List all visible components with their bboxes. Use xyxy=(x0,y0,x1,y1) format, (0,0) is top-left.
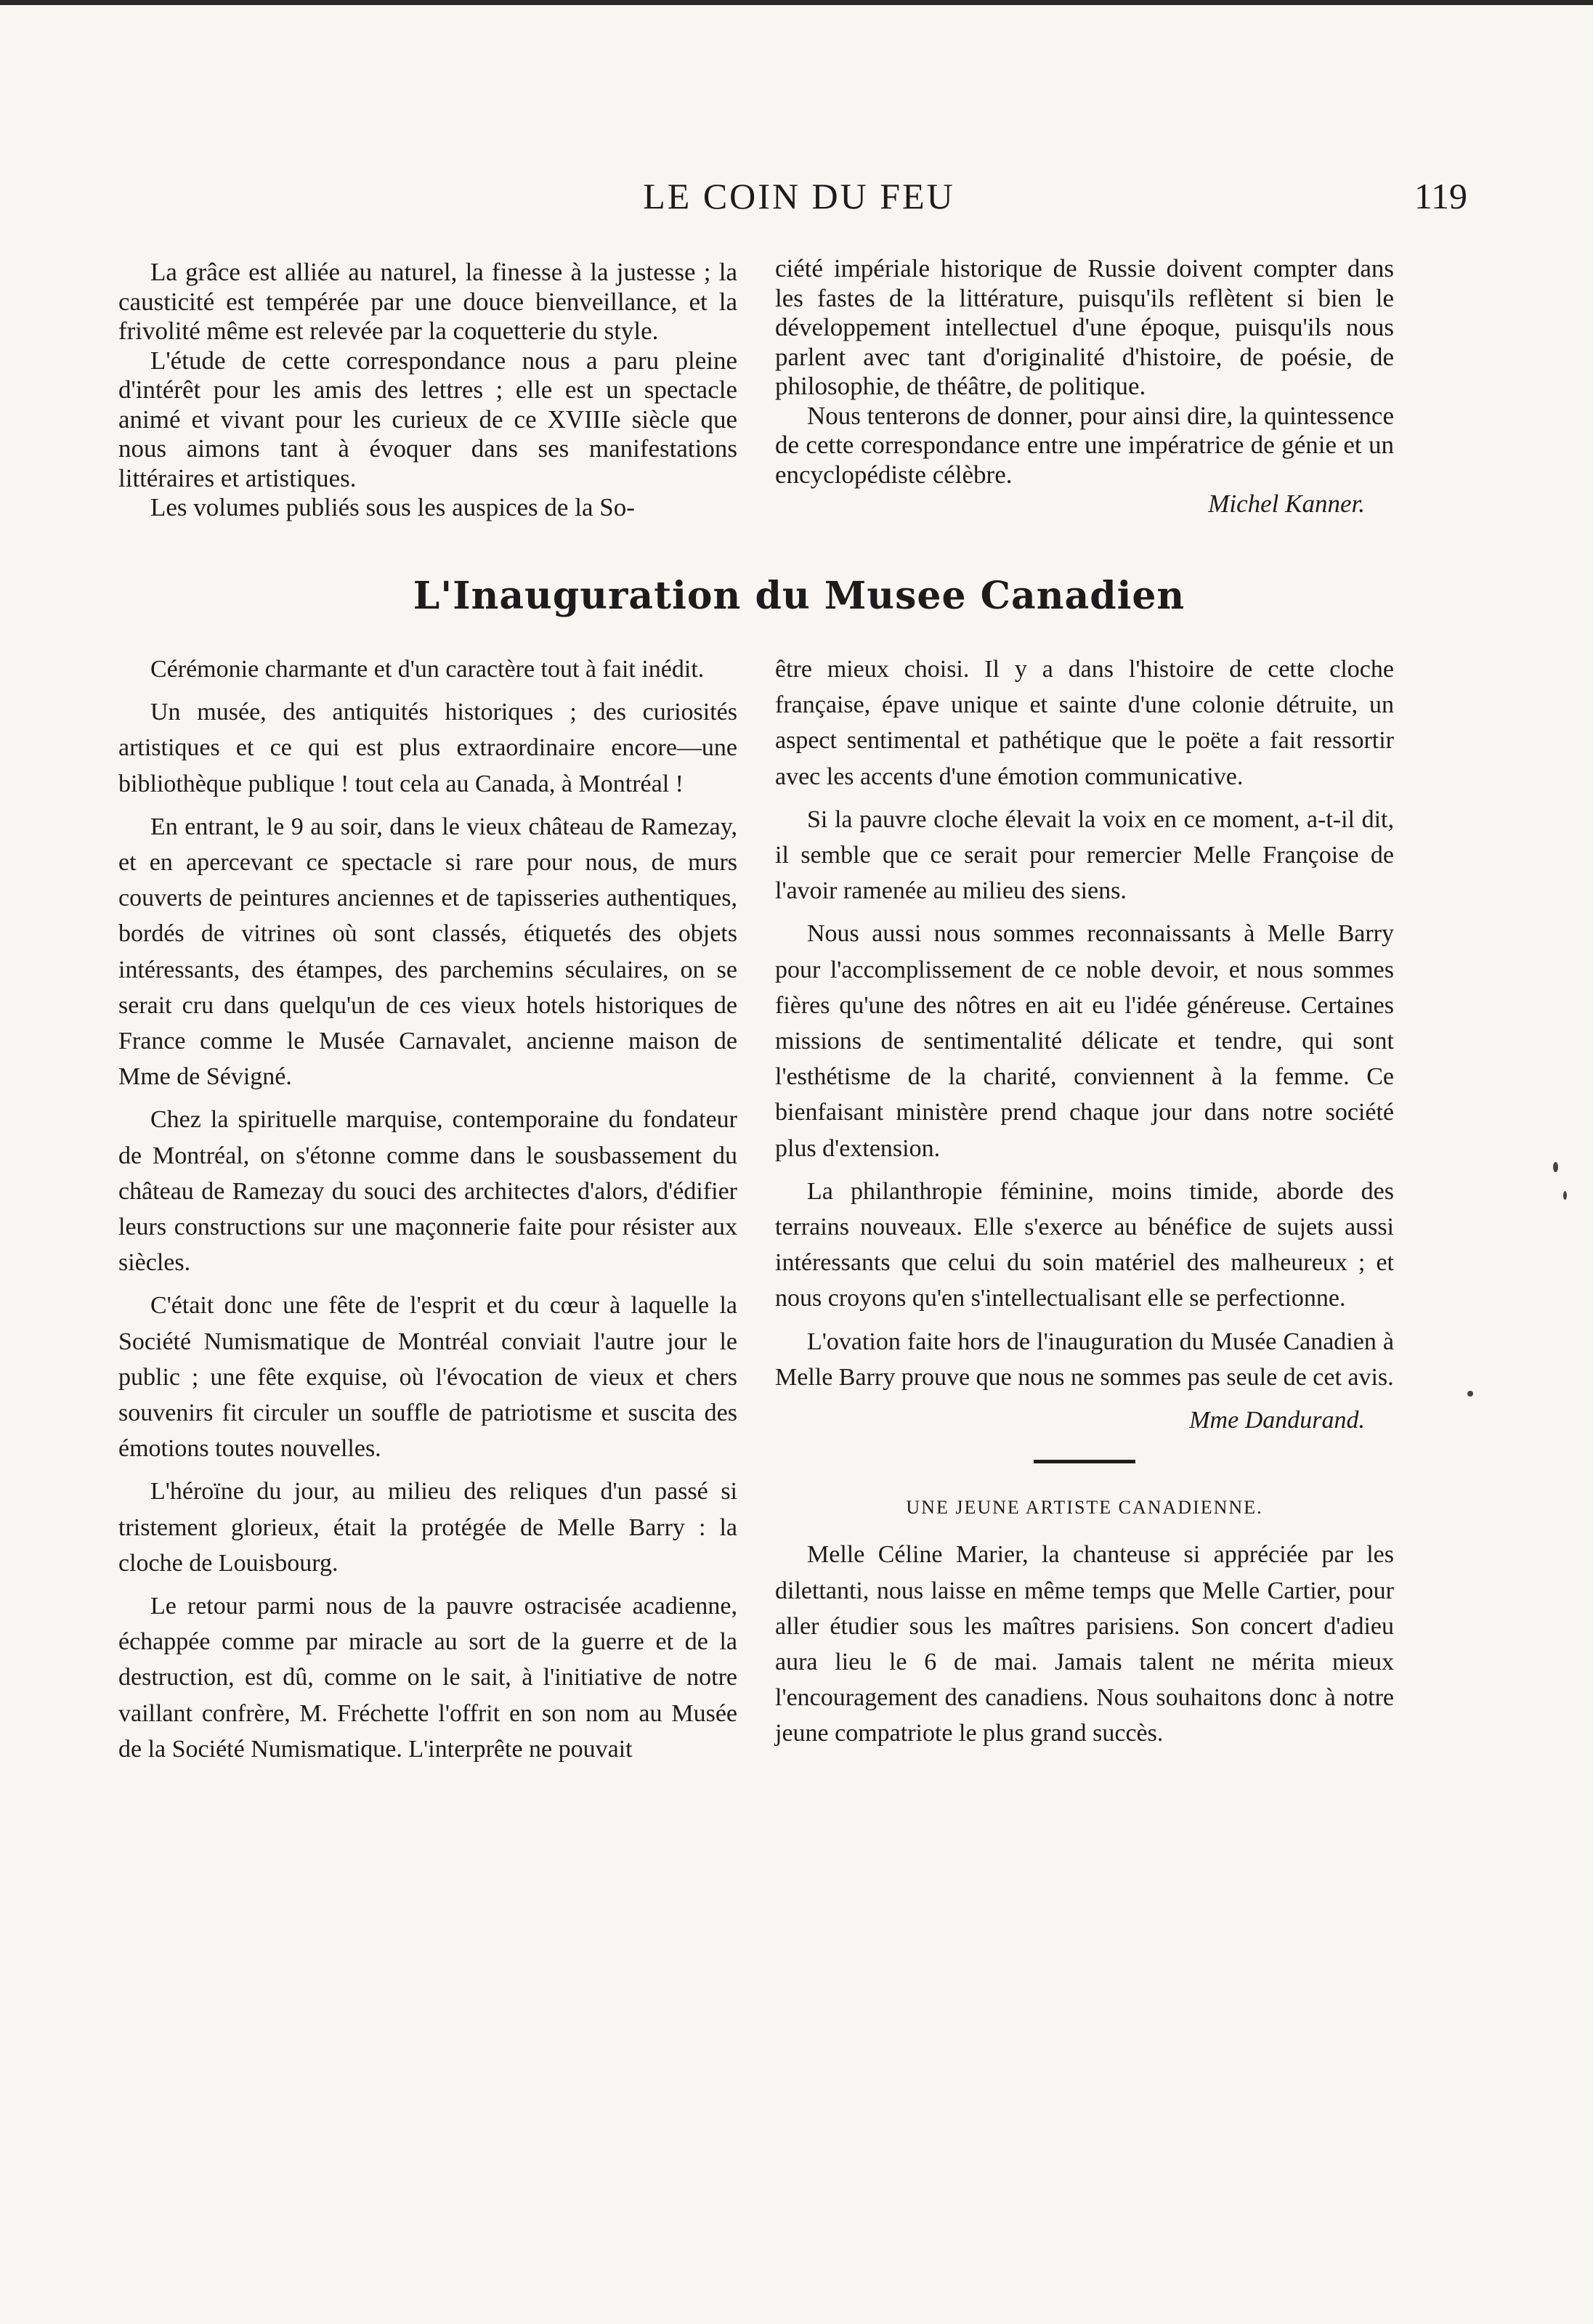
paragraph: Si la pauvre cloche élevait la voix en ce moment, a-t-il dit, il semble que ce serait pour remercier Melle Françoise de l'avoir ramenée au milieu des siens. xyxy=(775,805,1394,905)
paragraph: être mieux choisi. Il y a dans l'histoire de cette cloche française, épave unique et sainte d'une colonie détruite, un aspect sentimental et pathétique que le poëte a fait ressortir avec les accents d'une émotion communicative. xyxy=(775,656,1394,790)
paragraph: Le retour parmi nous de la pauvre ostracisée acadienne, échappée comme par miracle au sort de la guerre et de la destruction, est dû, comme on le sait, à l'initiative de notre vaillant confrère, M. Fréchette l'offrit en son nom au Musée de la Société Numismatique. L'interprête ne pouvait xyxy=(118,1593,737,1763)
paragraph: Cérémonie charmante et d'un caractère tout à fait inédit. xyxy=(150,656,705,683)
top-right-column xyxy=(775,254,1394,519)
paragraph: Nous tenterons de donner, pour ainsi dire, la quintessence de cette correspondance entre une impératrice de génie et un encyclopédiste célèbre. xyxy=(775,401,1394,489)
paragraph: En entrant, le 9 au soir, dans le vieux château de Ramezay, et en apercevant ce spectacle si rare pour nous, de murs couverts de peintures anciennes et de tapisseries authentiques, bordés de vitrines où sont classés, étiquetés des objets intéressants, des étampes, des parchemins séculaires, on se serait cru dans quelqu'un de ces vieux hotels historiques de France comme le Musée Carnavalet, ancienne maison de Mme de Sévigné. xyxy=(118,813,737,1091)
top-edge-rule xyxy=(0,0,1593,5)
running-title: LE COIN DU FEU xyxy=(643,176,955,216)
paragraph: La philanthropie féminine, moins timide, aborde des terrains nouveaux. Elle s'exerce au bénéfice de sujets aussi intéressants que celui du soin matériel des malheureux ; et nous croyons qu'en s'intellectualisant elle se perfectionne. xyxy=(775,1177,1394,1312)
print-speck xyxy=(1563,1191,1567,1200)
print-speck xyxy=(1467,1391,1473,1397)
paragraph: C'était donc une fête de l'esprit et du cœur à laquelle la Société Numismatique de Montréal conviait l'autre jour le public ; une fête exquise, où l'évocation de vieux et chers souvenirs fit circuler un souffle de patriotisme et suscita des émotions toutes nouvelles. xyxy=(118,1292,737,1463)
paragraph: La grâce est alliée au naturel, la finesse à la justesse ; la causticité est tempérée par une douce bienveillance, et la frivolité même est relevée par la coquetterie du style. xyxy=(118,258,737,345)
article-left-column xyxy=(118,651,737,1774)
article-right-column xyxy=(775,651,1394,1759)
top-left-column xyxy=(118,258,737,523)
running-head xyxy=(116,174,1482,225)
paragraph: Un musée, des antiquités historiques ; des curiosités artistiques et ce qui est plus extraordinaire encore—une bibliothèque publique ! tout cela au Canada, à Montréal ! xyxy=(118,699,737,797)
print-speck xyxy=(1553,1162,1558,1172)
page-number: 119 xyxy=(1414,176,1467,216)
notice-paragraph: Melle Céline Marier, la chanteuse si appréciée par les dilettanti, nous laisse en même temps que Melle Cartier, pour aller étudier sous les maîtres parisiens. Son concert d'adieu aura lieu le 6 de mai. Jamais talent ne mérita mieux l'encouragement des canadiens. Nous souhaitons donc à notre jeune compatriote le plus grand succès. xyxy=(775,1541,1394,1747)
article-title: L'Inauguration du Musee Canadien xyxy=(413,574,1185,618)
author-signature: Mme Dandurand. xyxy=(1189,1407,1365,1434)
section-divider xyxy=(1034,1460,1135,1463)
author-signature: Michel Kanner. xyxy=(1208,489,1365,518)
paragraph: L'héroïne du jour, au milieu des reliques d'un passé si tristement glorieux, était la protégée de Melle Barry : la cloche de Louisbourg. xyxy=(118,1478,737,1577)
notice-heading: UNE JEUNE ARTISTE CANADIENNE. xyxy=(906,1497,1263,1519)
paragraph: L'ovation faite hors de l'inauguration du Musée Canadien à Melle Barry prouve que nous ne sommes pas seule de cet avis. xyxy=(775,1328,1394,1391)
paragraph: ciété impériale historique de Russie doivent compter dans les fastes de la littérature, puisqu'ils reflètent si bien le développement intellectuel d'une époque, puisqu'ils nous parlent avec tant d'originalité d'histoire, de poésie, de philosophie, de théâtre, de politique. xyxy=(775,254,1394,400)
paragraph: Chez la spirituelle marquise, contemporaine du fondateur de Montréal, on s'étonne comme dans le sousbassement du château de Ramezay du souci des architectes d'alors, d'édifier leurs constructions sur une maçonnerie faite pour résister aux siècles. xyxy=(118,1106,737,1277)
paragraph: Nous aussi nous sommes reconnaissants à Melle Barry pour l'accomplissement de ce noble devoir, et nous sommes fières qu'une des nôtres en ait eu l'idée généreuse. Certaines missions de sentimentalité délicate et tendre, qui sont l'esthétisme de la charité, conviennent à la femme. Ce bienfaisant ministère prend chaque jour dans notre société plus d'extension. xyxy=(775,920,1394,1162)
paragraph: Les volumes publiés sous les auspices de la So- xyxy=(150,493,635,521)
paragraph: L'étude de cette correspondance nous a paru pleine d'intérêt pour les amis des lettres ; elle est un spectacle animé et vivant pour les curieux de ce XVIIIe siècle que nous aimons tant à évoquer dans ses manifestations littéraires et artistiques. xyxy=(118,346,737,492)
